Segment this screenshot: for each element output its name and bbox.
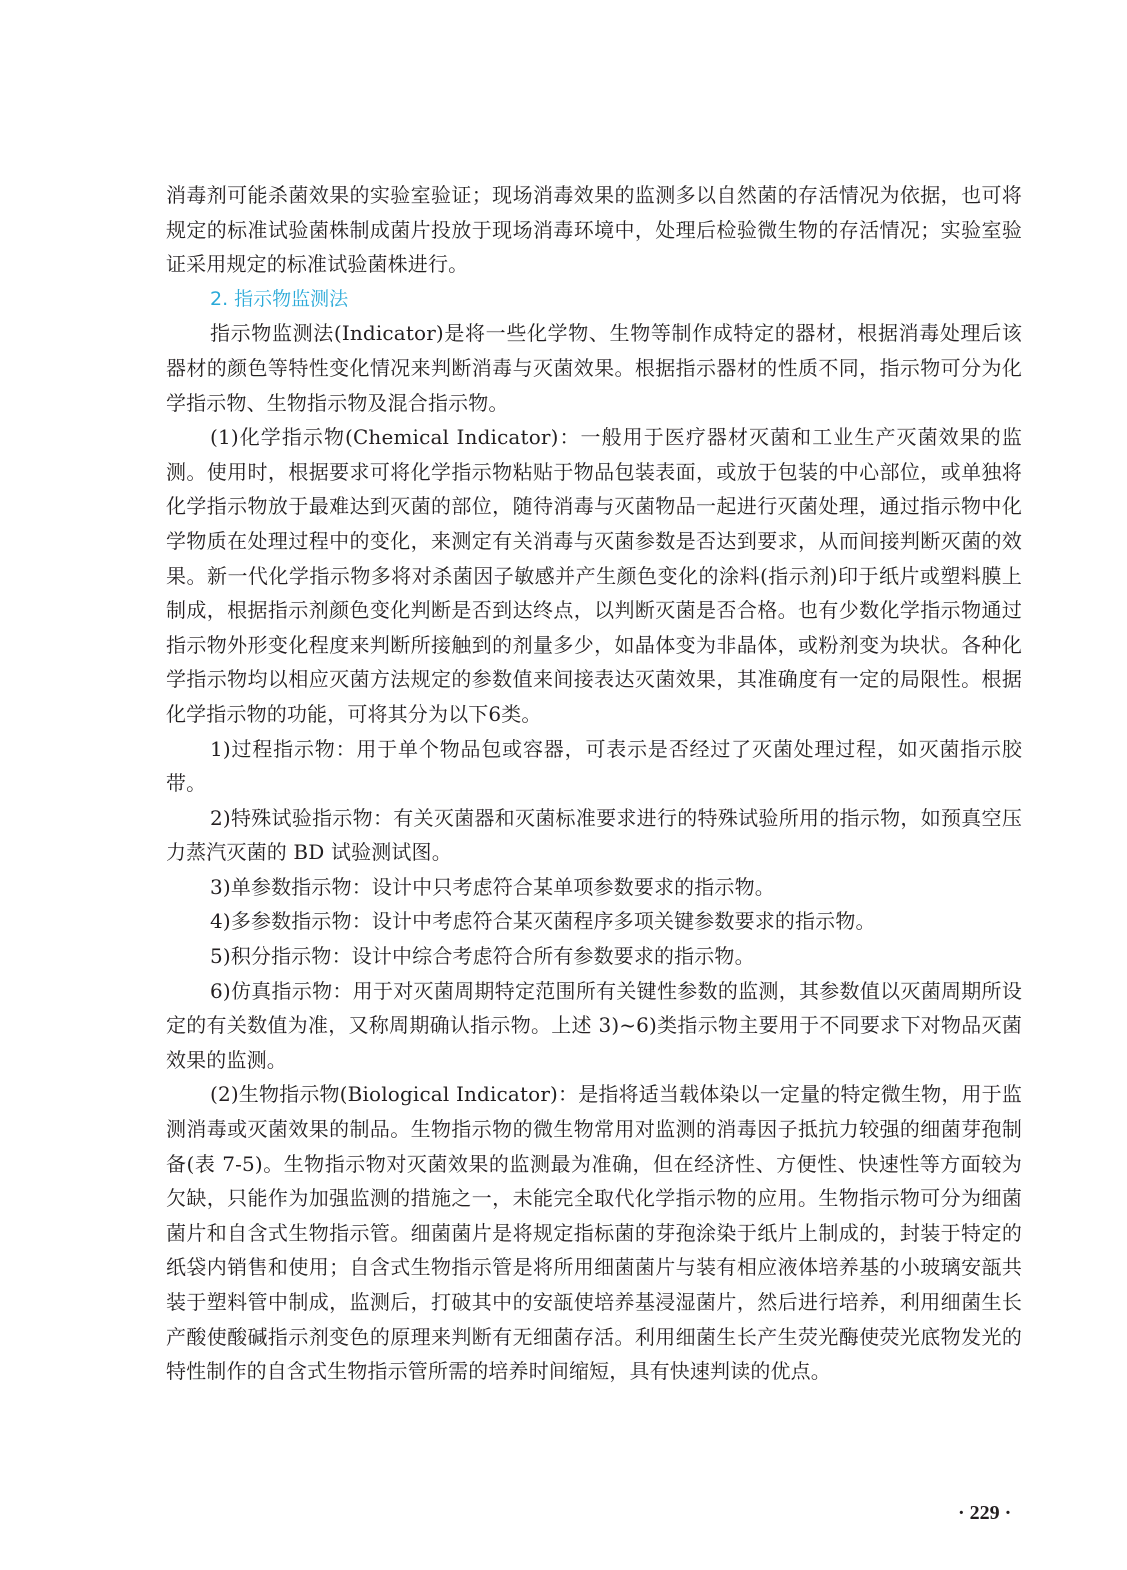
list-item-special-test-indicator: 2)特殊试验指示物：有关灭菌器和灭菌标准要求进行的特殊试验所用的指示物，如预真空压力蒸汽灭菌的 BD 试验测试图。 (166, 805, 1022, 865)
list-item-multi-parameter-indicator: 4)多参数指示物：设计中考虑符合某灭菌程序多项关键参数要求的指示物。 (210, 909, 876, 934)
list-item-process-indicator: 1)过程指示物：用于单个物品包或容器，可表示是否经过了灭菌处理过程，如灭菌指示胶带。 (166, 736, 1022, 796)
paragraph-indicator-method: 指示物监测法(Indicator)是将一些化学物、生物等制作成特定的器材，根据消毒处理后该器材的颜色等特性变化情况来判断消毒与灭菌效果。根据指示器材的性质不同，指示物可分为化学指示物、生物指示物及混合指示物。 (166, 321, 1022, 415)
paragraph-biological-indicator: (2)生物指示物(Biological Indicator)：是指将适当载体染以一定量的特定微生物，用于监测消毒或灭菌效果的制品。生物指示物的微生物常用对监测的消毒因子抵抗力较强的细菌芽孢制备(表 7-5)。生物指示物对灭菌效果的监测最为准确，但在经济性、方便性、快速性等方面较为欠缺，只能作为加强监测的措施之一，未能完全取代化学指示物的应用。生物指示物可分为细菌菌片和自含式生物指示管。细菌菌片是将规定指标菌的芽孢涂染于纸片上制成的，封装于特定的纸袋内销售和使用；自含式生物指示管是将所用细菌菌片与装有相应液体培养基的小玻璃安瓿共装于塑料管中制成，监测后，打破其中的安瓿使培养基浸湿菌片，然后进行培养，利用细菌生长产酸使酸碱指示剂变色的原理来判断有无细菌存活。利用细菌生长产生荧光酶使荧光底物发光的特性制作的自含式生物指示管所需的培养时间缩短，具有快速判读的优点。 (166, 1082, 1022, 1384)
list-item-integrating-indicator: 5)积分指示物：设计中综合考虑符合所有参数要求的指示物。 (210, 944, 755, 969)
paragraph-chemical-indicator: (1)化学指示物(Chemical Indicator)：一般用于医疗器材灭菌和工业生产灭菌效果的监测。使用时，根据要求可将化学指示物粘贴于物品包装表面，或放于包装的中心部位，或单独将化学指示物放于最难达到灭菌的部位，随待消毒与灭菌物品一起进行灭菌处理，通过指示物中化学物质在处理过程中的变化，来测定有关消毒与灭菌参数是否达到要求，从而间接判断灭菌的效果。新一代化学指示物多将对杀菌因子敏感并产生颜色变化的涂料(指示剂)印于纸片或塑料膜上制成，根据指示剂颜色变化判断是否到达终点，以判断灭菌是否合格。也有少数化学指示物通过指示物外形变化程度来判断所接触到的剂量多少，如晶体变为非晶体，或粉剂变为块状。各种化学指示物均以相应灭菌方法规定的参数值来间接表达灭菌效果，其准确度有一定的局限性。根据化学指示物的功能，可将其分为以下6类。 (166, 425, 1022, 726)
page-number: · 229 · (958, 1502, 1012, 1524)
list-item-single-parameter-indicator: 3)单参数指示物：设计中只考虑符合某单项参数要求的指示物。 (210, 874, 775, 899)
body-text (166, 178, 1022, 1389)
paragraph-continuation: 消毒剂可能杀菌效果的实验室验证；现场消毒效果的监测多以自然菌的存活情况为依据，也可将规定的标准试验菌株制成菌片投放于现场消毒环境中，处理后检验微生物的存活情况；实验室验证采用规定的标准试验菌株进行。 (166, 183, 1022, 277)
section-heading: 2. 指示物监测法 (210, 287, 349, 310)
list-item-emulating-indicator: 6)仿真指示物：用于对灭菌周期特定范围所有关键性参数的监测，其参数值以灭菌周期所设定的有关数值为准，又称周期确认指示物。上述 3)~6)类指示物主要用于不同要求下对物品灭菌效果的监测。 (166, 978, 1022, 1072)
